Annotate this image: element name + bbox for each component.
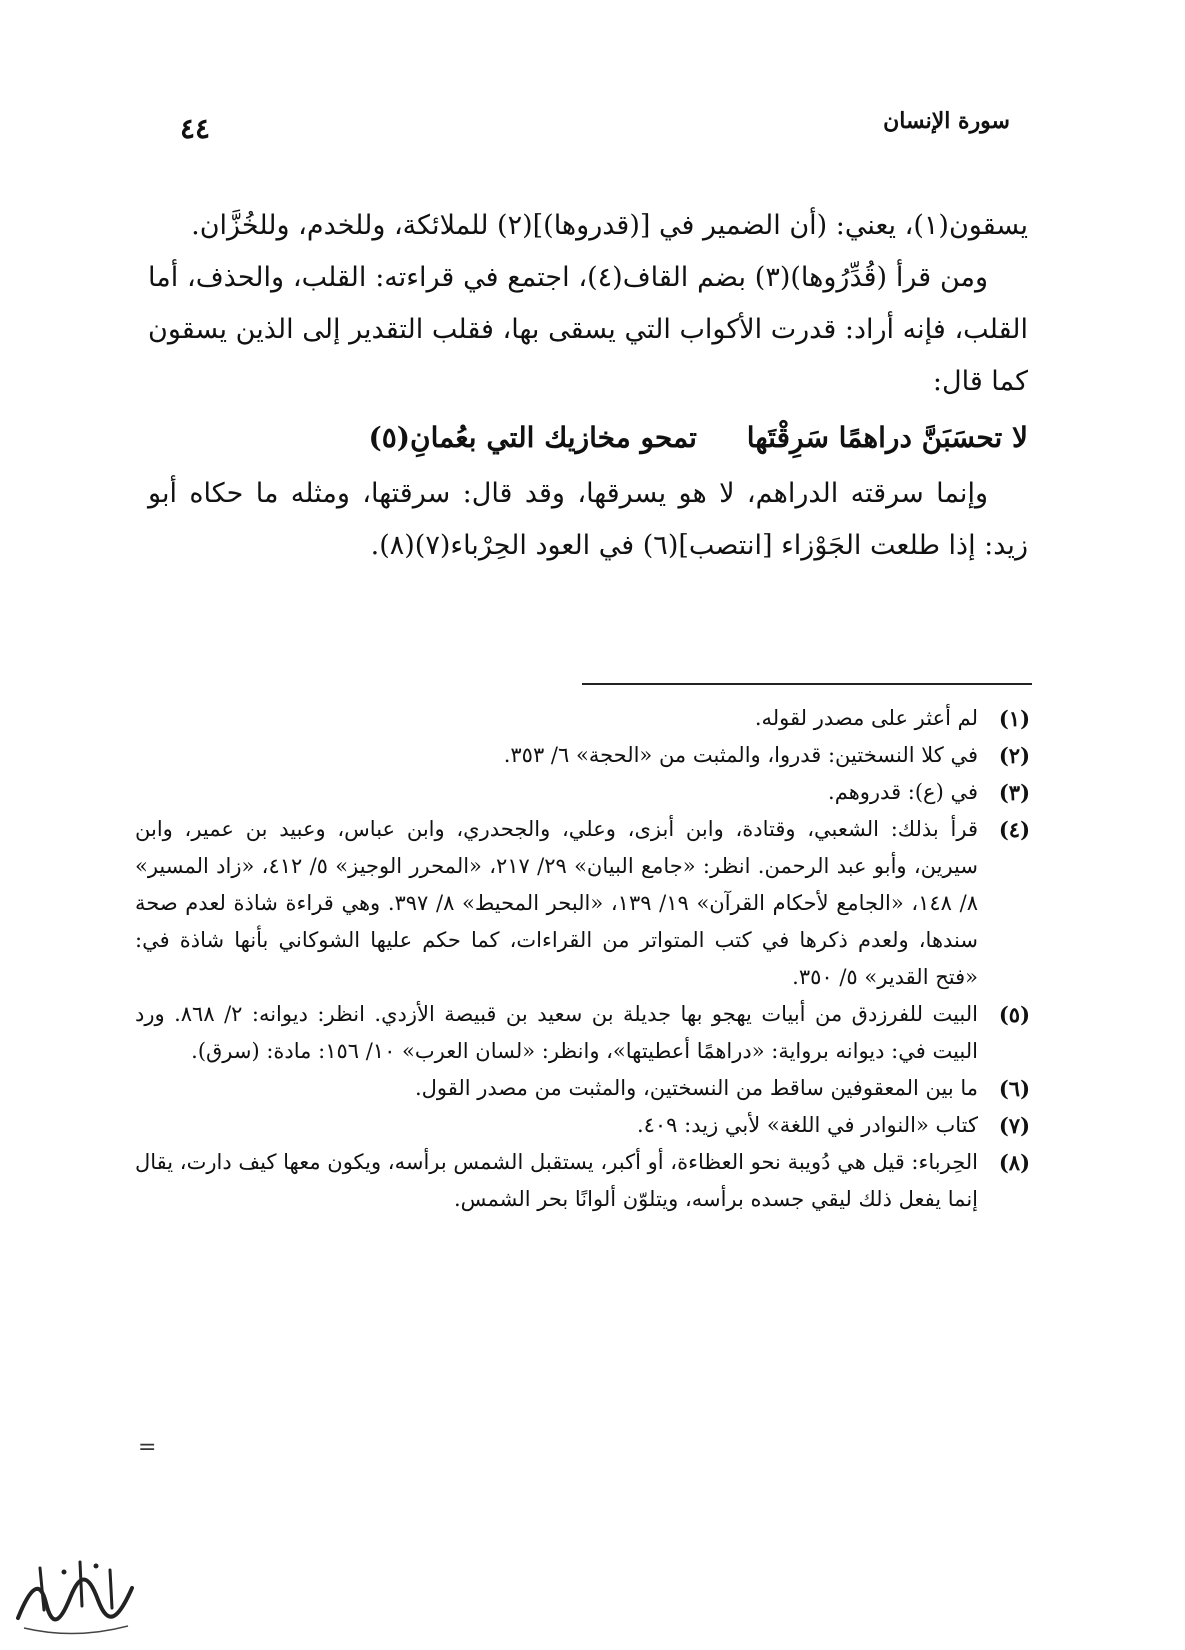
footnote-1: [135, 700, 1030, 737]
footnote-text: في (ع): قدروهم.: [828, 780, 978, 804]
footnotes: [135, 700, 1030, 1218]
footnote-6: [135, 1070, 1030, 1107]
footnote-3: [135, 774, 1030, 811]
footnote-text: في كلا النسختين: قدروا، والمثبت من «الحجة» ٦/ ٣٥٣.: [503, 743, 978, 767]
paragraph-1: يسقون(١)، يعني: (أن الضمير في [(قدروها)](٢) للملائكة، وللخدم، وللخُزَّان.: [191, 210, 1028, 241]
footnote-text: قرأ بذلك: الشعبي، وقتادة، وابن أبزى، وعلي، والجحدري، وابن عباس، وعبيد بن عمير، وابن سيرين، وأبو عبد الرحمن. انظر: «جامع البيان» ٢٩/ ٢١٧، «المحرر الوجيز» ٥/ ٤١٢، «زاد المسير» ٨/ ١٤٨، «الجامع لأحكام القرآن» ١٩/ ١٣٩، «البحر المحيط» ٨/ ٣٩٧. وهي قراءة شاذة لعدم صحة سندها، ولعدم ذكرها في كتب المتواتر من القراءات، كما حكم عليها الشوكاني بأنها شاذة في: «فتح القدير» ٥/ ٣٥٠.: [135, 817, 978, 989]
footnote-number: (٨): [998, 1150, 1030, 1175]
footnote-number: (٥): [998, 1002, 1030, 1027]
page-number: ٤٤: [180, 112, 211, 145]
footnote-text: كتاب «النوادر في اللغة» لأبي زيد: ٤٠٩.: [636, 1113, 978, 1137]
footnote-text: ما بين المعقوفين ساقط من النسختين، والمثبت من مصدر القول.: [414, 1076, 978, 1100]
calligraphy-logo: [10, 1548, 140, 1640]
page-header: [180, 108, 1010, 152]
footnote-number: (٧): [998, 1113, 1030, 1138]
verse-second-hemistich: تمحو مخازيك التي بعُمانِ(٥): [368, 421, 697, 454]
continuation-mark: =: [138, 1435, 157, 1460]
paragraph-2: ومن قرأ (قُدِّرُوها)(٣) بضم القاف(٤)، اجتمع في قراءته: القلب، والحذف، أما القلب، فإنه أراد: قدرت الأكواب التي يسقى بها، فقلب التقدير إلى الذين يسقون كما قال:: [148, 262, 1028, 397]
footnote-number: (٤): [998, 817, 1030, 842]
footnote-5: [135, 996, 1030, 1070]
footnote-8: [135, 1144, 1030, 1218]
footnote-text: الحِرباء: قيل هي دُويبة نحو العظاءة، أو أكبر، يستقبل الشمس برأسه، ويكون معها كيف دارت، يقال إنما يفعل ذلك ليقي جسده برأسه، ويتلوّن ألوانًا بحر الشمس.: [135, 1150, 978, 1211]
main-text: [148, 200, 1028, 572]
footnote-number: (١): [998, 706, 1030, 731]
poetry-verse: [148, 408, 1028, 468]
footnote-text: البيت للفرزدق من أبيات يهجو بها جديلة بن سعيد بن قبيصة الأزدي. انظر: ديوانه: ٢/ ٨٦٨. ورد البيت في: ديوانه برواية: «دراهمًا أعطيتها»، وانظر: «لسان العرب» ١٠/ ١٥٦: مادة: (سرق).: [135, 1002, 978, 1063]
footnote-text: لم أعثر على مصدر لقوله.: [754, 706, 978, 730]
footnote-number: (٦): [998, 1076, 1030, 1101]
footnote-4: [135, 811, 1030, 996]
paragraph-3: وإنما سرقته الدراهم، لا هو يسرقها، وقد قال: سرقتها، ومثله ما حكاه أبو زيد: إذا طلعت الجَوْزاء [انتصب](٦) في العود الحِرْباء(٧)(٨).: [148, 478, 1028, 561]
footnote-7: [135, 1107, 1030, 1144]
footnote-number: (٢): [998, 743, 1030, 768]
verse-first-hemistich: لا تحسَبَنَّ دراهمًا سَرِقْتَها: [746, 421, 1028, 454]
footnote-2: [135, 737, 1030, 774]
footnote-number: (٣): [998, 780, 1030, 805]
footnote-separator: [582, 683, 1032, 685]
surah-title: سورة الإنسان: [883, 108, 1010, 134]
